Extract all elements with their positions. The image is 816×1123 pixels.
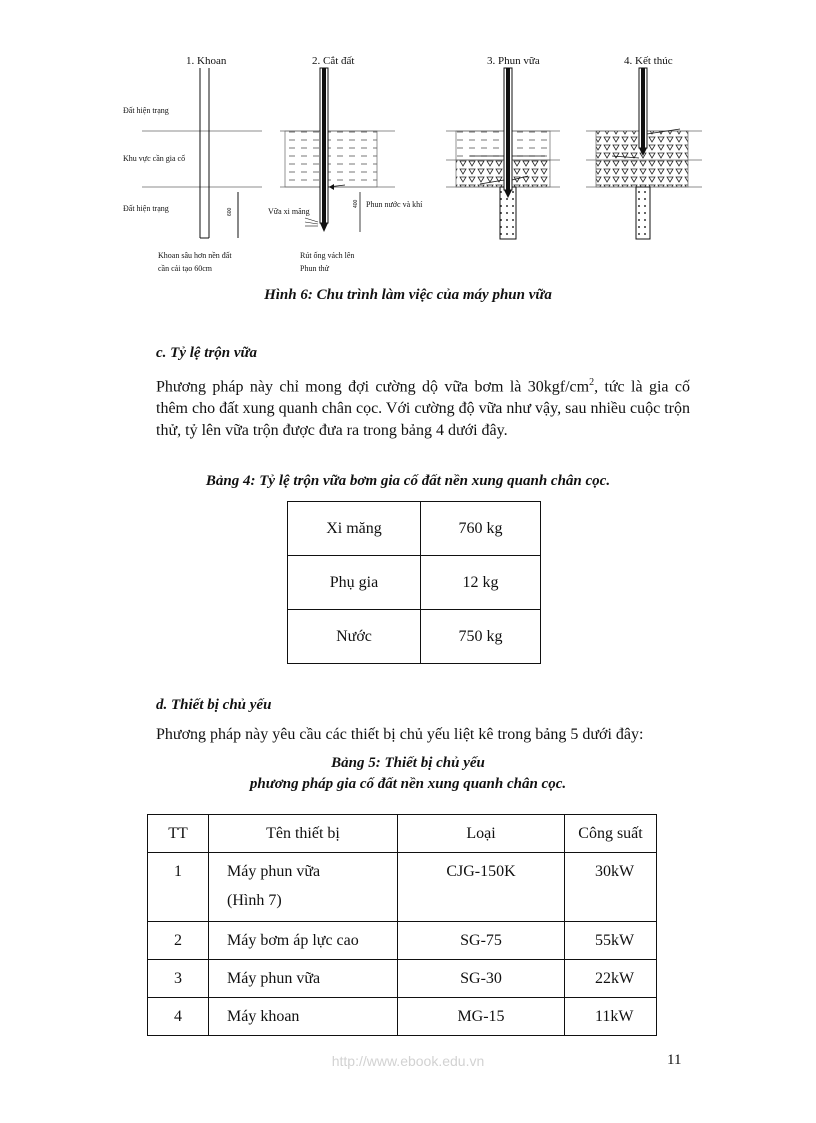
note-rut-line2: Phun thử [300, 264, 330, 273]
table4 [287, 501, 541, 664]
cell-type: SG-75 [398, 922, 565, 960]
table4-cell-value: 760 kg [421, 502, 541, 556]
label-dat-hien-trang-bottom: Đất hiện trạng [123, 204, 169, 213]
table4-cell-name: Phụ gia [288, 556, 421, 610]
table5-caption-line1: Bảng 5: Thiết bị chủ yếu [331, 755, 485, 771]
step-label-2: 2. Cắt đất [312, 55, 355, 67]
header-cong-suat: Công suất [565, 815, 657, 853]
table5-header-row [148, 815, 657, 853]
table-row [288, 556, 541, 610]
label-phun-nuoc-khi: Phun nước và khí [366, 200, 423, 209]
table4-cell-name: Xi măng [288, 502, 421, 556]
header-tt: TT [148, 815, 209, 853]
note-khoan-line1: Khoan sâu hơn nền đất [158, 251, 232, 260]
cell-type: MG-15 [398, 998, 565, 1036]
figure-drawing [0, 0, 816, 300]
cell-name: Máy bơm áp lực cao [209, 922, 398, 960]
table4-cell-name: Nước [288, 610, 421, 664]
header-loai: Loại [398, 815, 565, 853]
step-label-4: 4. Kết thúc [624, 55, 673, 67]
label-vua-xi-mang: Vữa xi măng [268, 207, 310, 216]
table-row [288, 502, 541, 556]
step4-grout-column [636, 187, 650, 239]
note-rut-line1: Rút ống vách lên [300, 251, 355, 260]
cell-name-line2: (Hình 7) [227, 892, 282, 909]
dim-label-2: 400 [353, 199, 359, 208]
table5-caption-line2: phương pháp gia cố đất nền xung quanh chân cọc. [249, 776, 567, 792]
para-text-2: , tức là gia cố thêm cho đất xung quanh chân cọc. Với cường độ vữa như vậy, sau nhiều cuộc trộn thử, tỷ lên vữa trộn được đưa ra trong bảng 4 dưới đây. [156, 378, 690, 440]
section-c-paragraph [156, 372, 690, 442]
note-khoan-line2: cần cải tạo 60cm [158, 264, 212, 273]
step-label-1: 1. Khoan [186, 55, 227, 67]
table4-cell-value: 750 kg [421, 610, 541, 664]
cell-name: Máy khoan [209, 998, 398, 1036]
cell-name: Máy phun vữa [209, 960, 398, 998]
figure-work-cycle [0, 0, 816, 300]
cell-power: 55kW [565, 922, 657, 960]
dim-label-1: 600 [227, 207, 233, 216]
section-d-heading: d. Thiết bị chủ yếu [156, 697, 272, 713]
table-row [288, 610, 541, 664]
cell-type: SG-30 [398, 960, 565, 998]
cell-power: 11kW [565, 998, 657, 1036]
cell-type: CJG-150K [398, 853, 565, 922]
cell-tt: 4 [148, 998, 209, 1036]
cell-name-line1: Máy phun vữa [227, 863, 321, 880]
cell-tt: 2 [148, 922, 209, 960]
section-d-paragraph: Phương pháp này yêu cầu các thiết bị chủ yếu liệt kê trong bảng 5 dưới đây: [156, 726, 644, 743]
table4-caption: Bảng 4: Tỷ lệ trộn vữa bơm gia cố đất nền xung quanh chân cọc. [205, 473, 611, 489]
cell-name [209, 853, 398, 922]
footer-url-watermark: http://www.ebook.edu.vn [331, 1053, 485, 1069]
step3-grout-zone [456, 160, 550, 187]
step-label-3: 3. Phun vữa [487, 55, 540, 67]
table-row [148, 960, 657, 998]
table4-cell-value: 12 kg [421, 556, 541, 610]
para-text-1: Phương pháp này chỉ mong đợi cường dộ vữa bơm là 30kgf/cm [156, 378, 590, 396]
section-c-heading: c. Tỷ lệ trộn vữa [156, 345, 258, 361]
cell-power: 30kW [565, 853, 657, 922]
table5 [147, 814, 657, 1036]
header-ten-thiet-bi: Tên thiết bị [209, 815, 398, 853]
label-dat-hien-trang-top: Đất hiện trạng [123, 106, 169, 115]
cell-power: 22kW [565, 960, 657, 998]
figure-caption: Hình 6: Chu trình làm việc của máy phun vữa [264, 287, 552, 303]
cell-tt: 3 [148, 960, 209, 998]
step2-soil-block [285, 131, 377, 187]
cell-tt: 1 [148, 853, 209, 922]
table-row [148, 853, 657, 922]
label-khu-vuc-gia-co: Khu vực cần gia cố [123, 154, 186, 163]
page-number: 11 [667, 1052, 682, 1068]
table-row [148, 998, 657, 1036]
superscript: 2 [589, 377, 595, 388]
table-row [148, 922, 657, 960]
